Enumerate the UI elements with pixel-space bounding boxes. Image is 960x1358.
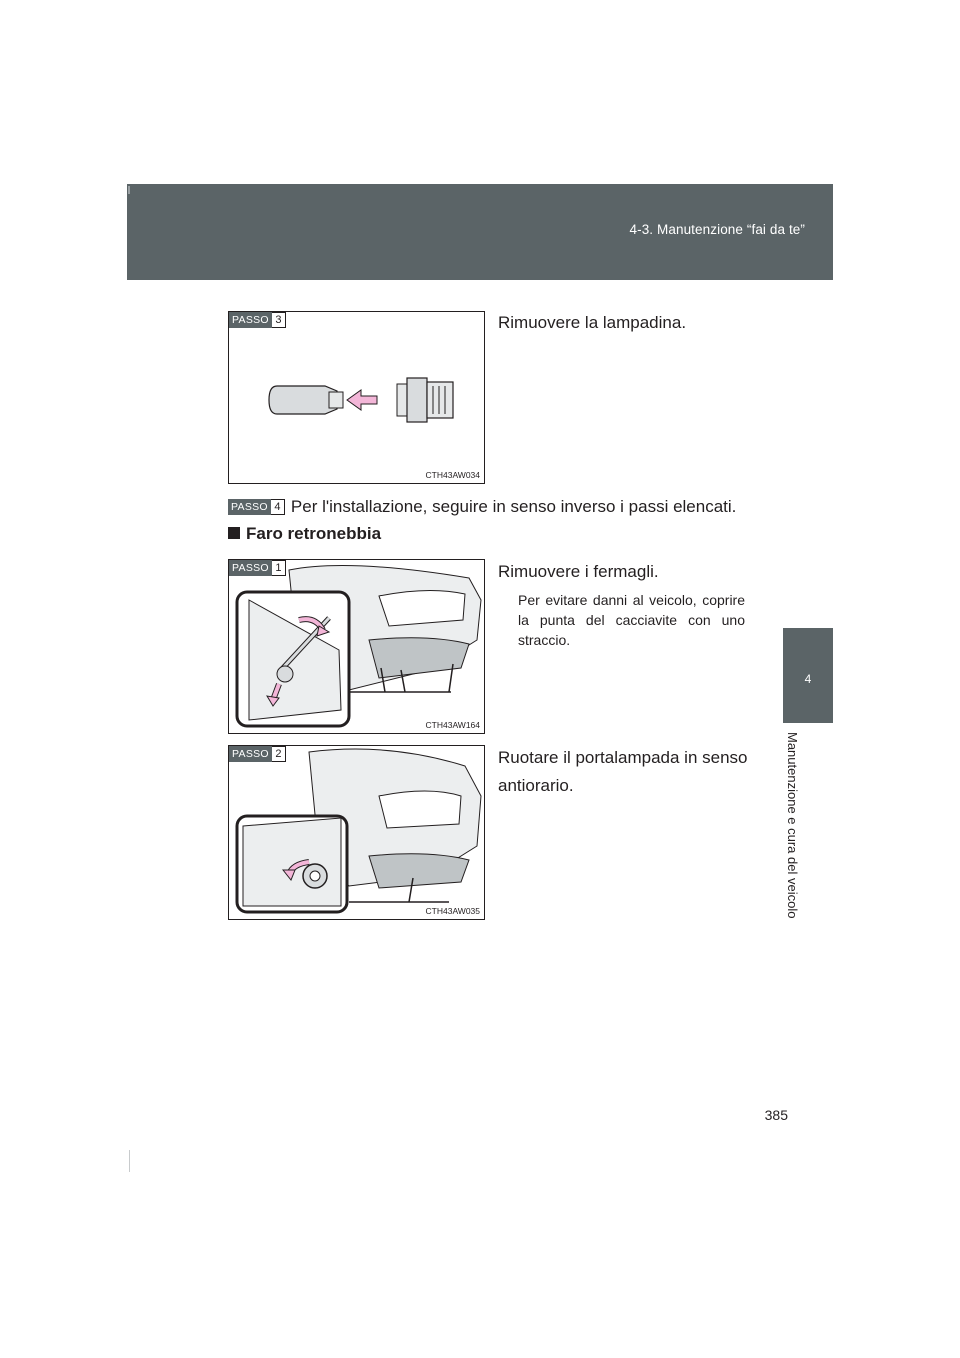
step-badge: PASSO 2 [229, 746, 286, 762]
chapter-side-label [785, 732, 807, 942]
holder-illustration [229, 746, 485, 920]
section-title-text: Faro retronebbia [246, 524, 382, 543]
fog-step-1-note: Per evitare danni al veicolo, coprire la punta del cacciavite con uno straccio. [518, 592, 745, 648]
figure-code: CTH43AW034 [425, 470, 480, 480]
fog-step-1-text: Rimuovere i fermagli. [498, 562, 659, 581]
clips-illustration [229, 560, 485, 734]
step-4 [228, 497, 736, 517]
square-bullet-icon [228, 527, 240, 539]
chapter-side-label-text: Manutenzione e cura del veicolo [785, 732, 800, 919]
header-title: 4-3. Manutenzione “fai da te” [629, 222, 805, 237]
step-4-text: Per l'installazione, seguire in senso inverso i passi elencati. [290, 497, 737, 516]
step-3-text: Rimuovere la lampadina. [498, 313, 687, 332]
margin-mark [129, 1150, 130, 1172]
fog-step-2-text: Ruotare il portalampada in senso antiorario. [498, 748, 748, 795]
figure-code: CTH43AW164 [425, 720, 480, 730]
step-badge: PASSO 3 [229, 312, 286, 328]
chapter-tab-number: 4 [804, 672, 812, 686]
bulb-illustration [229, 312, 485, 484]
figure-remove-clips [228, 559, 485, 734]
figure-rotate-holder [228, 745, 485, 920]
figure-remove-bulb [228, 311, 485, 484]
chapter-tab [783, 628, 833, 723]
page-number: 385 [764, 1107, 788, 1123]
chapter-header [127, 184, 833, 280]
step-badge: PASSO 4 [228, 499, 285, 515]
crop-mark [128, 186, 130, 194]
step-badge: PASSO 1 [229, 560, 286, 576]
section-title [228, 524, 381, 544]
figure-code: CTH43AW035 [425, 906, 480, 916]
